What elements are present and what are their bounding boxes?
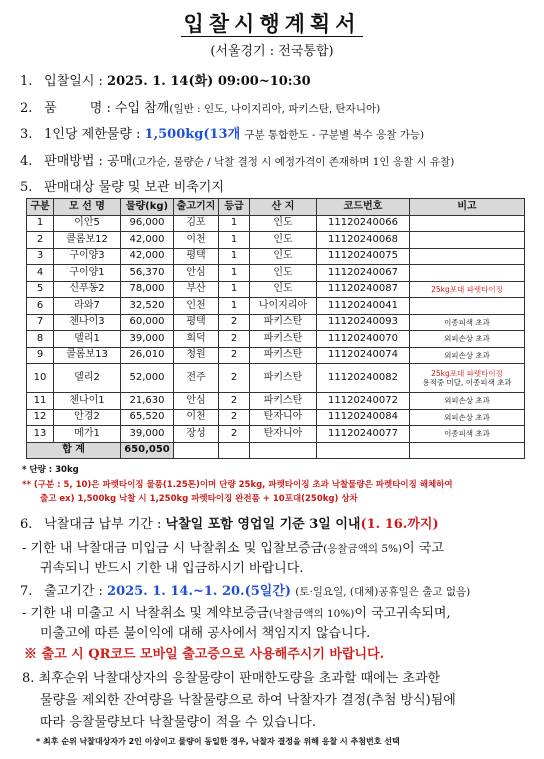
- payment-warning-line2: 귀속되니 반드시 기한 내 입금하시기 바랍니다.: [40, 561, 304, 576]
- section-8-line3: 따라 응찰물량보다 낙찰물량이 적을 수 있습니다.: [40, 715, 316, 730]
- cell-qty: 39,000: [121, 331, 174, 348]
- cell-code: 11120240041: [317, 298, 410, 315]
- total-value: 650,050: [121, 442, 174, 459]
- cell-note: [410, 232, 525, 249]
- cell-no: 2: [27, 232, 54, 249]
- cell-note: [410, 364, 525, 393]
- section-payment-period: 6. 낙찰대금 납부 기간 : 낙찰일 포함 영업일 기준 3일 이내(1. 16.까지): [20, 517, 439, 532]
- table-row: [27, 248, 525, 265]
- cell-base: 이천: [174, 409, 219, 426]
- section-sale-target: 5. 판매대상 물량 및 보관 비축기지: [20, 180, 224, 195]
- cell-ship: 첸나이1: [54, 393, 121, 410]
- cell-qty: 56,370: [121, 265, 174, 282]
- col-header-origin: 산 지: [250, 199, 317, 216]
- cell-grade: 2: [219, 426, 250, 443]
- footnote-palletizing-2: 출고 ex) 1,500kg 낙찰 시 1,250kg 파렛타이징 완전품 + 10포대(250kg) 상차: [40, 494, 358, 504]
- section-sale-method: 4. 판매방법 : 공매(고가순, 물량순 / 낙찰 결정 시 예정가격이 존재하며 1인 응찰 시 유찰): [20, 154, 455, 169]
- cell-origin: 파키스탄: [250, 331, 317, 348]
- table-row: [27, 281, 525, 298]
- cell-origin: 파키스탄: [250, 393, 317, 410]
- cell-note: [410, 347, 525, 364]
- cell-base: 회덕: [174, 331, 219, 348]
- table-row: [27, 265, 525, 282]
- cell-qty: 26,010: [121, 347, 174, 364]
- cell-note: [410, 409, 525, 426]
- cell-note: [410, 314, 525, 331]
- cell-no: 4: [27, 265, 54, 282]
- cell-ship: 이안5: [54, 215, 121, 232]
- note-text-2: 용적중 미달, 이종피색 초과: [422, 378, 512, 387]
- table-total-row: [27, 442, 525, 459]
- cell-note: [410, 331, 525, 348]
- cell-qty: 42,000: [121, 248, 174, 265]
- cell-base: 평택: [174, 248, 219, 265]
- cell-base: 청원: [174, 347, 219, 364]
- cell-origin: 탄자니아: [250, 409, 317, 426]
- cell-no: 6: [27, 298, 54, 315]
- cell-grade: 1: [219, 265, 250, 282]
- cell-no: 12: [27, 409, 54, 426]
- cell-grade: 1: [219, 232, 250, 249]
- cell-note: [410, 215, 525, 232]
- cell-origin: 인도: [250, 281, 317, 298]
- table-row: [27, 298, 525, 315]
- cell-base: 전주: [174, 364, 219, 393]
- section-bid-datetime: 1. 입찰일시 : 2025. 1. 14(화) 09:00~10:30: [20, 74, 311, 89]
- cell-code: 11120240074: [317, 347, 410, 364]
- total-label: 합 계: [27, 442, 121, 459]
- cell-base: 장성: [174, 426, 219, 443]
- shipping-warning-line1: - 기한 내 미출고 시 낙찰취소 및 계약보증금(낙찰금액의 10%)이 국고귀속되며,: [22, 606, 451, 621]
- cell-base: 김포: [174, 215, 219, 232]
- cell-ship: 메가1: [54, 426, 121, 443]
- cell-base: 안심: [174, 393, 219, 410]
- cell-origin: 인도: [250, 215, 317, 232]
- cell-base: 인천: [174, 298, 219, 315]
- cell-note: [410, 426, 525, 443]
- cell-ship: 델리1: [54, 331, 121, 348]
- cell-grade: 2: [219, 347, 250, 364]
- cell-code: 11120240070: [317, 331, 410, 348]
- cell-note: [410, 265, 525, 282]
- cell-grade: 2: [219, 409, 250, 426]
- cell-ship: 안경2: [54, 409, 121, 426]
- document-title: 입찰시행계획서: [183, 11, 361, 36]
- table-row: [27, 409, 525, 426]
- cell-base: 안심: [174, 265, 219, 282]
- footnote-unit-weight: * 단량 : 30kg: [22, 465, 79, 475]
- cell-base: 부산: [174, 281, 219, 298]
- cell-no: 3: [27, 248, 54, 265]
- cell-origin: 파키스탄: [250, 347, 317, 364]
- cell-origin: 인도: [250, 265, 317, 282]
- sale-items-table: [26, 198, 525, 459]
- cell-no: 8: [27, 331, 54, 348]
- cell-origin: 파키스탄: [250, 314, 317, 331]
- note-text: 외피손상 초과: [444, 396, 490, 406]
- cell-ship: 콜롬보13: [54, 347, 121, 364]
- section-per-person-limit: 3. 1인당 제한물량 : 1,500kg(13개 구분 통합한도 - 구분별 복수 응찰 가능): [20, 127, 425, 142]
- note-text: 이종피색 초과: [444, 429, 490, 439]
- col-header-qty: 물량(kg): [121, 199, 174, 216]
- cell-no: 10: [27, 364, 54, 393]
- cell-origin: 파키스탄: [250, 364, 317, 393]
- col-header-no: 구분: [27, 199, 54, 216]
- cell-code: 11120240082: [317, 364, 410, 393]
- cell-qty: 32,520: [121, 298, 174, 315]
- cell-base: 평택: [174, 314, 219, 331]
- cell-code: 11120240075: [317, 248, 410, 265]
- cell-grade: 1: [219, 298, 250, 315]
- cell-no: 9: [27, 347, 54, 364]
- section-8-note: * 최후 순위 낙찰대상자가 2인 이상이고 물량이 동일한 경우, 낙찰자 결정을 위해 응찰 시 추첨번호 선택: [36, 737, 400, 746]
- cell-code: 11120240084: [317, 409, 410, 426]
- table-row: [27, 426, 525, 443]
- cell-ship: 구이양3: [54, 248, 121, 265]
- table-row: [27, 347, 525, 364]
- footnote-palletizing-1: ** (구분 : 5, 10)은 파렛타이징 물품(1.25톤)이며 단량 25kg, 파렛타이징 초과 낙찰물량은 파렛타이징 해체하여: [22, 480, 453, 490]
- cell-qty: 78,000: [121, 281, 174, 298]
- cell-code: 11120240072: [317, 393, 410, 410]
- section-shipping-period: 7. 출고기간 : 2025. 1. 14.~1. 20.(5일간) (토·일요일, (대체)공휴일은 출고 없음): [20, 584, 471, 599]
- col-header-code: 코드번호: [317, 199, 410, 216]
- cell-ship: 델리2: [54, 364, 121, 393]
- cell-code: 11120240066: [317, 215, 410, 232]
- cell-code: 11120240068: [317, 232, 410, 249]
- cell-origin: 나이지리아: [250, 298, 317, 315]
- note-text: 25kg포대 파렛타이징: [431, 284, 503, 294]
- cell-qty: 39,000: [121, 426, 174, 443]
- note-text: 외피손상 초과: [444, 350, 490, 360]
- cell-origin: 인도: [250, 248, 317, 265]
- cell-code: 11120240077: [317, 426, 410, 443]
- cell-grade: 2: [219, 314, 250, 331]
- document-subtitle: (서울경기 : 전국통합): [210, 44, 334, 59]
- cell-grade: 2: [219, 393, 250, 410]
- cell-code: 11120240093: [317, 314, 410, 331]
- note-text: 외피손상 초과: [444, 334, 490, 344]
- section-item: 2. 품 명 : 수입 참깨(일반 : 인도, 나이지리아, 파키스탄, 탄자니아): [20, 101, 381, 116]
- table-header-row: [27, 199, 525, 216]
- cell-note: [410, 298, 525, 315]
- cell-ship: 구이양1: [54, 265, 121, 282]
- cell-origin: 탄자니아: [250, 426, 317, 443]
- table-row: [27, 215, 525, 232]
- cell-no: 13: [27, 426, 54, 443]
- qr-code-notice: ※ 출고 시 QR코드 모바일 출고증으로 사용해주시기 바랍니다.: [24, 647, 385, 662]
- cell-ship: 콜롬보12: [54, 232, 121, 249]
- section-8-line2: 물량을 제외한 잔여량을 낙찰물량으로 하여 낙찰자가 결정(추첨 방식)됨에: [40, 693, 456, 708]
- cell-ship: 라와7: [54, 298, 121, 315]
- cell-qty: 65,520: [121, 409, 174, 426]
- note-text: 외피손상 초과: [444, 412, 490, 422]
- cell-code: 11120240067: [317, 265, 410, 282]
- cell-code: 11120240087: [317, 281, 410, 298]
- cell-qty: 60,000: [121, 314, 174, 331]
- cell-qty: 96,000: [121, 215, 174, 232]
- cell-grade: 1: [219, 215, 250, 232]
- table-row: [27, 232, 525, 249]
- cell-grade: 2: [219, 331, 250, 348]
- cell-qty: 52,000: [121, 364, 174, 393]
- col-header-note: 비고: [410, 199, 525, 216]
- cell-no: 1: [27, 215, 54, 232]
- cell-qty: 42,000: [121, 232, 174, 249]
- section-8-line1: 8. 최후순위 낙찰대상자의 응찰물량이 판매한도량을 초과할 때에는 초과한: [22, 671, 441, 686]
- cell-grade: 1: [219, 248, 250, 265]
- col-header-ship: 모 선 명: [54, 199, 121, 216]
- cell-origin: 인도: [250, 232, 317, 249]
- cell-no: 11: [27, 393, 54, 410]
- table-row: [27, 364, 525, 393]
- note-text: 25kg포대 파렛타이징: [431, 369, 503, 378]
- cell-note: [410, 393, 525, 410]
- col-header-base: 출고기지: [174, 199, 219, 216]
- table-row: [27, 331, 525, 348]
- cell-no: 7: [27, 314, 54, 331]
- cell-note: [410, 281, 525, 298]
- cell-no: 5: [27, 281, 54, 298]
- cell-ship: 신푸동2: [54, 281, 121, 298]
- col-header-grade: 등급: [219, 199, 250, 216]
- table-row: [27, 393, 525, 410]
- cell-ship: 첸나이3: [54, 314, 121, 331]
- note-text: 이종피색 초과: [444, 317, 490, 327]
- cell-grade: 2: [219, 364, 250, 393]
- shipping-warning-line2: 미출고에 따른 불이익에 대해 공사에서 책임지지 않습니다.: [40, 626, 371, 641]
- payment-warning-line1: - 기한 내 낙찰대금 미입금 시 낙찰취소 및 입찰보증금(응찰금액의 5%)이 국고: [22, 541, 444, 556]
- cell-note: [410, 248, 525, 265]
- cell-base: 이천: [174, 232, 219, 249]
- cell-grade: 1: [219, 281, 250, 298]
- cell-qty: 21,630: [121, 393, 174, 410]
- table-row: [27, 314, 525, 331]
